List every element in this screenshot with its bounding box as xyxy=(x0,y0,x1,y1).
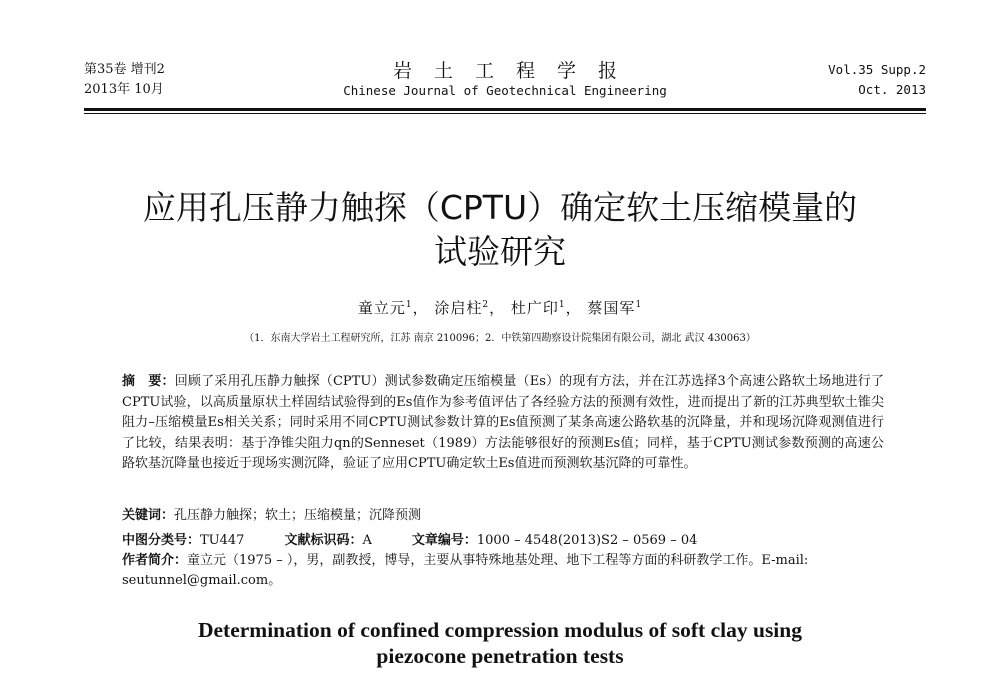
article-number-value: 1000 – 4548(2013)S2 – 0569 – 04 xyxy=(476,533,698,548)
author-list: 童立元$^1$， 涂启柱$^2$， 杜广印$^1$， 蔡国军$^1$ xyxy=(357,299,643,317)
abstract-label: 摘 要： xyxy=(122,374,175,389)
journal-name-en: Chinese Journal of Geotechnical Engineering xyxy=(343,83,667,98)
classification-line xyxy=(122,531,884,551)
keywords xyxy=(122,506,884,526)
author-bio-text: 童立元（1975 – ），男，副教授，博导，主要从事特殊地基处理、地下工程等方面的科研教学工作。E-mail: seutunnel@gmail.com。 xyxy=(122,553,809,588)
clc-value: TU447 xyxy=(200,533,245,548)
header-rule-thin xyxy=(84,113,926,114)
author-name: 童立元 xyxy=(357,299,406,317)
abstract xyxy=(122,372,884,475)
date-en: Oct. 2013 xyxy=(858,82,926,97)
volume-en: Vol.35 Supp.2 xyxy=(828,62,926,77)
author-affiliation-mark: 2 xyxy=(482,300,490,310)
header-right xyxy=(828,60,926,100)
author-name: 蔡国军 xyxy=(587,299,636,317)
journal-header xyxy=(84,60,926,106)
paper-title-en xyxy=(0,617,1000,669)
date-cn: 2013年 10月 xyxy=(84,82,164,97)
header-rule-thick xyxy=(84,108,926,111)
author-affiliation-mark: 1 xyxy=(405,300,413,310)
volume-cn: 第35卷 增刊2 xyxy=(84,62,165,77)
doc-code-label: 文献标识码： xyxy=(284,533,363,548)
author-name: 涂启柱 xyxy=(434,299,483,317)
paper-title-en-line2: piezocone penetration tests xyxy=(376,644,624,668)
author-affiliation-mark: 1 xyxy=(558,300,566,310)
header-center xyxy=(84,60,926,100)
author-bio xyxy=(122,551,884,591)
paper-title-cn-line2: 试验研究 xyxy=(434,232,566,271)
author-name: 杜广印 xyxy=(510,299,559,317)
doc-code-value: A xyxy=(362,533,372,548)
article-number-label: 文章编号： xyxy=(411,533,477,548)
affiliations: （1．东南大学岩土工程研究所，江苏 南京 210096；2．中铁第四勘察设计院集团有限公司，湖北 武汉 430063） xyxy=(244,333,756,344)
keywords-label: 关键词： xyxy=(122,508,175,523)
paper-title-en-line1: Determination of confined compression modulus of soft clay using xyxy=(197,618,802,642)
keywords-text: 孔压静力触探；软土；压缩模量；沉降预测 xyxy=(174,508,422,523)
paper-title-cn-line1: 应用孔压静力触探（CPTU）确定软土压缩模量的 xyxy=(142,188,858,227)
author-affiliation-mark: 1 xyxy=(635,300,643,310)
paper-title-cn xyxy=(0,186,1000,274)
journal-name-cn: 岩土工程学报 xyxy=(392,60,639,82)
clc-label: 中图分类号： xyxy=(122,533,201,548)
author-bio-label: 作者简介： xyxy=(122,553,188,568)
abstract-text: 回顾了采用孔压静力触探（CPTU）测试参数确定压缩模量（Es）的现有方法，并在江苏选择3个高速公路软土场地进行了CPTU试验，以高质量原状土样固结试验得到的Es值作为参考值评估了各经验方法的预测有效性，进而提出了新的江苏典型软土锥尖阻力–压缩模量Es相关关系；同时采用不同CPTU测试参数计算的Es值预测了某条高速公路软基的沉降量，并和现场沉降观测值进行了比较，结果表明：基于净锥尖阻力qn的Senneset（1989）方法能够很好的预测Es值；同样，基于CPTU测试参数预测的高速公路软基沉降量也接近于现场实测沉降，验证了应用CPTU确定软土Es值进而预测软基沉降的可靠性。 xyxy=(122,374,884,471)
